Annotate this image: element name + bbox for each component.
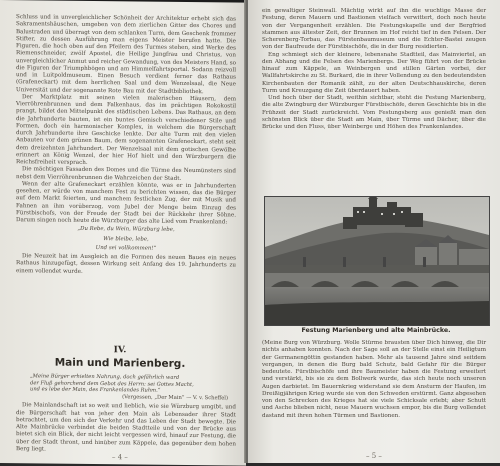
- quote-line: der Fluß gehorchend dem Gebot des Herrn: sei Gottes Macht,: [30, 379, 194, 388]
- page-number: – 4 –: [112, 453, 128, 462]
- quote-line: und es lebe der Main, des Frankenlandes Ruhm.“: [30, 386, 161, 394]
- fortress-photo: [264, 196, 490, 326]
- right-page: [248, 0, 500, 463]
- left-page: [0, 0, 246, 466]
- left-body-text: [16, 14, 236, 346]
- paragraph: (Meine Burg von Würzburg. Wolle Stürme brausten über Dich hinweg, die Dir nichts anhaben konnten. Nach der Sage soll an der Stelle einst ein Heiligtum der Germanengöttin gestanden haben. Mehr als tausend Jahre sind seitdem vergangen, in denen die Burg bald Schutz, bald Gefahr für die Bürger bedeutete. Fürstbischöfe und ihre Baumeister haben die Festung erweitert und verstärkt, bis sie zu dem Bollwerk wurde, das sich heute noch unseren Augen darbietet. Im Bauernkrieg widerstand sie dem Ansturm der Haufen, im Dreißigjährigen Krieg wurde sie von den Schweden erstürmt. Ganz abgesehen von den Schrecken des Krieges hat sie viele Schicksale erlebt; aber Schutt und Asche blieben nicht, neue Mauern wuchsen empor, bis die Burg vollendet dastand mit ihren hohen Türmen und Bastionen.: [262, 340, 486, 419]
- quote-line: „Meine Bürger erhielten Nahrung, doch gefährlich ward: [30, 373, 180, 381]
- page-number: – 5 –: [366, 452, 382, 460]
- chapter-number: IV.: [113, 345, 127, 356]
- verse-line: Und sei vollkommen!“: [95, 244, 157, 252]
- paragraph: Die Neuzeit hat im Ausgleich an die Formen des neuen Baues ein neues Rathaus hinzugefügt, dessen Wirkung seit Anfang des 19. Jahrhunderts zu einem vollendet wurde.: [16, 253, 236, 275]
- paragraph: Wenn der alte Grafeneckart erzählen könnte, was er in Jahrhunderten gesehen, er würde von manchem Fest zu berichten wissen, das die Bürger auf dem Markt feierten, und manchem festlichen Zug, der mit Musik und Fahnen an ihm vorüberzog, vom Jubel der Menge beim Einzug des Fürstbischofs, von der Freude der Stadt bei der Rückkehr ihrer Söhne. Darum singen noch heute die Würzburger das alte Lied vom Frankenland:: [16, 180, 236, 226]
- paragraph: Schluss und in unvergleichlicher Schönheit der Architektur erhebt sich das Sakramentshäuschen, umgeben von dem zierlichen Gitter des Chores und Balustraden und überragt von dem schlanken Turm, dem Geschenk frommer Stifter, zu dessen Ausführung man eigens Meister berufen hatte. Die Figuren, die hoch oben auf den Pfeilern des Turmes stehen, sind Werke des Riemenschneider, zwölf Apostel, die Heilige Jungfrau und Christus, von unvergleichlicher Anmut und reicher Gewandung, von des Meisters Hand, so die Figuren der Triumphbögen und am Himmelfahrtsportal. Sodann reizvoll und in Luitpoldmuseum. Einen Besuch verdient ferner das Rathaus (Grafeneckart) mit dem herrlichen Saal und dem Wenzelsaal, die Neue Universität und der sogenannte Rote Bau mit der Stadtbibliothek.: [16, 14, 236, 95]
- paragraph: Der Marktplatz mit seinen vielen malerischen Häusern, dem Vierröhrenbrunnen und dem Falkenhaus, das im prächtigen Rokokostil prangt, bildet den Mittelpunkt des städtischen Lebens. Das Rathaus, an dem die Jahrhunderte bauten, ist ein buntes Gemisch verschiedener Stile und Formen, doch ein harmonischer Komplex, in welchem die Bürgerschaft durch Jahrhunderte ihre Geschicke lenkte. Der alte Turm mit den vielen Anbauten vor dem grünen Baum, dem sogenannten Grafeneckart, steht seit dem dreizehnten Jahrhundert. Der Wenzelsaal mit dem gotischen Gewölbe erinnert an König Wenzel, der hier Hof hielt und den Würzburgern die Reichsfreiheit versprach.: [16, 93, 236, 166]
- paragraph: Und hoch über der Stadt, weithin sichtbar, steht die Festung Marienberg, die alte Zwingburg der Würzburger Fürstbischöfe, deren Geschichte bis in die Frühzeit der Stadt zurückreicht. Vom Festungsberg aus genießt man den schönsten Blick über die Stadt am Main, über Türme und Dächer, über die Brücke und den Fluss, über Weinberge und Höhen des Frankenlandes.: [262, 95, 486, 130]
- verse-line: „Du Rebe, du Wein, Würzburg lebe,: [77, 226, 175, 234]
- paragraph: Eng schmiegt sich der kleinere, lebensnahe Stadtteil, das Mainviertel, an den Abhang und die Felsen des Marienbergs. Der Weg führt von der Brücke hinauf zum Käppele, an Weinbergen und stillen Gärten vorbei, der Wallfahrtskirche zu St. Burkard, die in ihrer Vollendung zu den bedeutendsten Kirchenbauten der Romanik zählt, zu der alten Deutschhauskirche, deren Turm und Kreuzgang die Zeit überdauert haben.: [262, 51, 486, 94]
- verse-line: Wie bleibe, lebe,: [103, 235, 149, 243]
- right-lower-text: [262, 340, 486, 452]
- photo-caption: Festung Marienberg und alte Mainbrücke.: [301, 327, 451, 334]
- paragraph: Die Mainlandschaft ist so weit und lieblich, wie sie Würzburg umgibt, und die Bürgerschaft hat von jeher den Main als Lebensader ihrer Stadt betrachtet, um den sich der Verkehr und das Leben der Stadt bewegte. Die Alte Mainbrücke verbindet die beiden Stadtteile und von der Brücke aus bietet sich ein Blick, der nicht leicht vergessen wird, hinauf zur Festung, die über der Stadt thront, und hinüber zum Käppele, das gegenüber dem hohen Berg liegt.: [16, 402, 236, 453]
- epigraph-quote: [30, 373, 236, 402]
- chapter-title: Main und Marienberg.: [54, 356, 186, 370]
- left-lower-text: [16, 371, 236, 453]
- quote-source: (Vergessen, „Der Main“ — V. v. Scheffel): [122, 394, 228, 402]
- paragraph: Die mächtigen Fassaden des Domes und die Türme des Neumünsters sind nebst dem Vierröhrenbrunnen die Wahrzeichen der Stadt.: [16, 166, 236, 182]
- paragraph: ein gewaltiger Steinwall. Mächtig wirkt auf ihn die wuchtige Masse der Festung, deren Mauern und Bastionen vielfach verwittert, doch noch heute von der Vergangenheit erzählen. Die Festungskapelle und der Bergfried stammen aus ältester Zeit, der Brunnen im Hof reicht tief in den Felsen. Der Scherenberg-Torbau, das Fürstenbaumuseum und die Echter-Bastei zeugen von der Baufreude der Fürstbischöfe, die in der Burg residierten.: [262, 8, 486, 51]
- right-body-text: [262, 8, 486, 190]
